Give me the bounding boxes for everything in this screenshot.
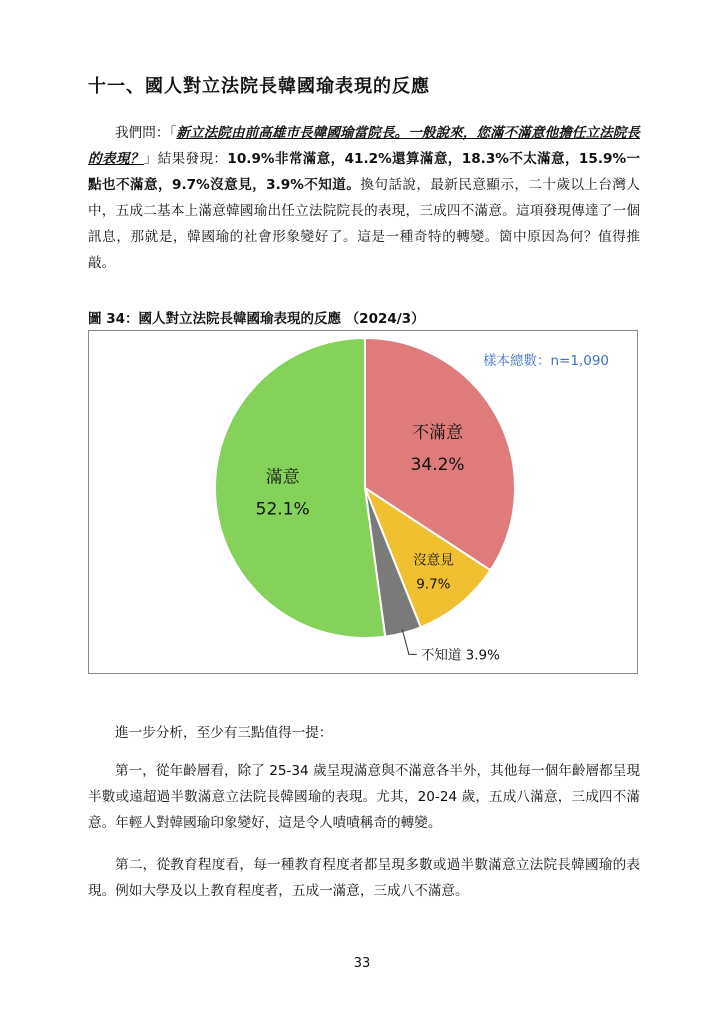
section-title: 十一、國人對立法院長韓國瑜表現的反應 (88, 76, 430, 97)
results-lead: 」結果發現： (143, 151, 228, 167)
slice-value-no-opinion: 9.7% (416, 576, 451, 593)
survey-results: 10.9%非常滿意，41.2%還算滿意，18.3%不太滿意，15.9%一點也不滿意，9.7%沒意見，3.9%不知道。 (88, 151, 641, 193)
slice-label-unsatisfied: 不滿意 (412, 422, 464, 443)
slice-value-satisfied: 52.1% (255, 499, 310, 520)
analysis-point-1: 第一，從年齡層看，除了 25-34 歲呈現滿意與不滿意各半外，其他每一個年齡層都呈現半數或遠超過半數滿意立法院長韓國瑜的表現。尤其，20-24 歲，五成八滿意，三成四不滿意。年輕人對韓國瑜印象變好，這是令人嘖嘖稱奇的轉變。 (88, 763, 640, 831)
analysis-intro: 進一步分析，至少有三點值得一提： (115, 725, 333, 741)
analysis-point-2: 第二，從教育程度看，每一種教育程度者都呈現多數或過半數滿意立法院長韓國瑜的表現。例如大學及以上教育程度者，五成一滿意，三成八不滿意。 (88, 857, 640, 899)
pie-slice-satisfied (215, 338, 385, 638)
figure-caption: 圖 34：國人對立法院長韓國瑜表現的反應 （2024/3） (88, 311, 425, 327)
slice-label-dont-know: 不知道 3.9% (420, 647, 500, 664)
page-number: 33 (353, 956, 371, 971)
sample-size-note: 樣本總數：n=1,090 (482, 353, 609, 369)
survey-question: 新立法院由前高雄市長韓國瑜當院長。一般說來，您滿不滿意他擔任立法院長的表現？ (88, 125, 640, 167)
slice-label-no-opinion: 沒意見 (413, 552, 454, 569)
chart-frame (88, 330, 638, 674)
intro-paragraph (88, 120, 640, 276)
intro-lead: 我們問：「 (115, 125, 177, 141)
intro-rest: 換句話說，最新民意顯示，二十歲以上台灣人中，五成二基本上滿意韓國瑜出任立法院院長的表現，三成四不滿意。這項發現傳達了一個訊息，那就是，韓國瑜的社會形象變好了。這是一種奇特的轉變。箇中原因為何？值得推敲。 (88, 177, 641, 271)
pie-chart (89, 331, 637, 673)
slice-value-unsatisfied: 34.2% (410, 454, 465, 475)
slice-label-satisfied: 滿意 (265, 467, 300, 488)
